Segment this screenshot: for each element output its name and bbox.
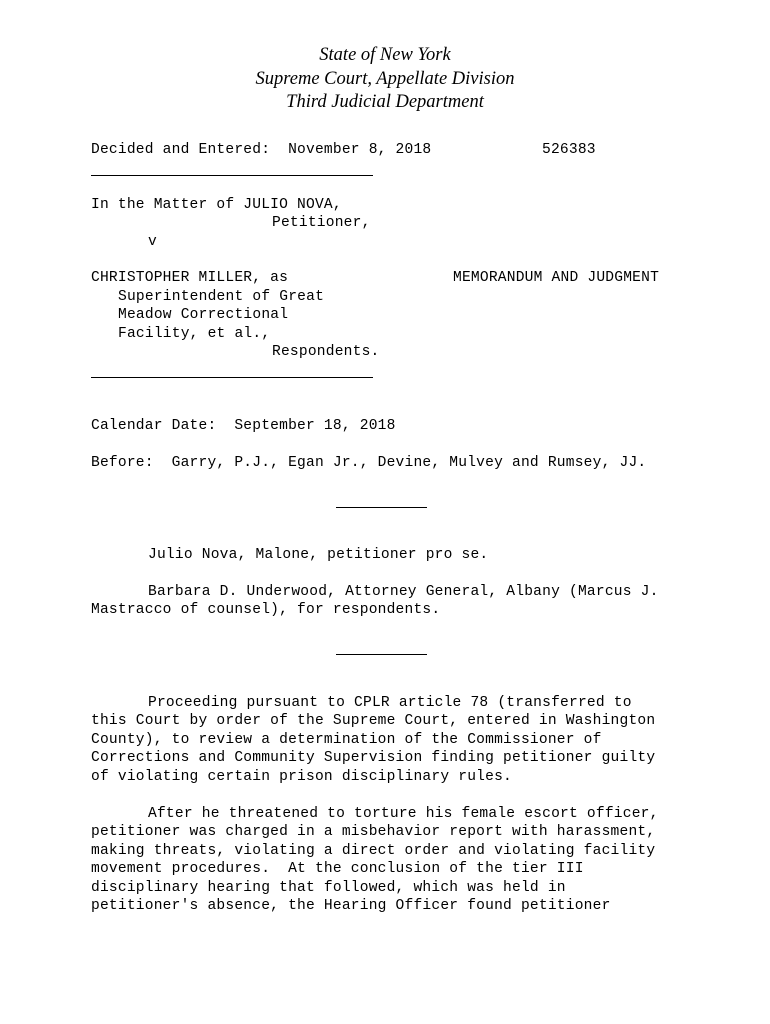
caption-respondent-title-2: Meadow Correctional <box>118 307 289 323</box>
court-name: Supreme Court, Appellate Division <box>255 69 515 89</box>
caption-petitioner: In the Matter of JULIO NOVA, <box>91 197 342 213</box>
body-p2-line1: After he threatened to torture his female escort officer, <box>148 806 659 822</box>
court-state: State of New York <box>319 45 451 65</box>
decided-line: Decided and Entered: November 8, 2018 <box>91 142 432 158</box>
body-p2-line5: disciplinary hearing that followed, which was held in <box>91 880 566 896</box>
caption-respondent: CHRISTOPHER MILLER, as <box>91 270 289 286</box>
appearance-respondents-2: Mastracco of counsel), for respondents. <box>91 602 441 618</box>
section-divider-2 <box>336 654 427 655</box>
body-p2-line2: petitioner was charged in a misbehavior report with harassment, <box>91 824 656 840</box>
caption-respondent-title-1: Superintendent of Great <box>118 289 325 305</box>
body-p2-line3: making threats, violating a direct order and violating facility <box>91 843 656 859</box>
appearance-respondents-1: Barbara D. Underwood, Attorney General, Albany (Marcus J. <box>148 584 659 600</box>
body-p1-line1: Proceeding pursuant to CPLR article 78 (transferred to <box>148 695 632 711</box>
body-p2-line6: petitioner's absence, the Hearing Officer found petitioner <box>91 898 611 914</box>
caption-rule-bottom <box>91 377 373 378</box>
docket-number: 526383 <box>542 142 596 158</box>
body-p1-line2: this Court by order of the Supreme Court, entered in Washington <box>91 713 656 729</box>
calendar-date: Calendar Date: September 18, 2018 <box>91 418 396 434</box>
body-p1-line4: Corrections and Community Supervision finding petitioner guilty <box>91 750 656 766</box>
decision-type: MEMORANDUM AND JUDGMENT <box>453 270 660 286</box>
court-department: Third Judicial Department <box>286 92 484 112</box>
before-line: Before: Garry, P.J., Egan Jr., Devine, Mulvey and Rumsey, JJ. <box>91 455 647 471</box>
appearance-petitioner: Julio Nova, Malone, petitioner pro se. <box>148 547 489 563</box>
caption-rule-top <box>91 175 373 176</box>
caption-respondent-title-3: Facility, et al., <box>118 326 271 342</box>
body-p1-line3: County), to review a determination of the Commissioner of <box>91 732 602 748</box>
body-p1-line5: of violating certain prison disciplinary rules. <box>91 769 513 785</box>
caption-petitioner-role: Petitioner, <box>272 215 371 231</box>
caption-versus: v <box>148 234 157 250</box>
caption-respondent-role: Respondents. <box>272 344 380 360</box>
body-p2-line4: movement procedures. At the conclusion of the tier III <box>91 861 584 877</box>
section-divider-1 <box>336 507 427 508</box>
